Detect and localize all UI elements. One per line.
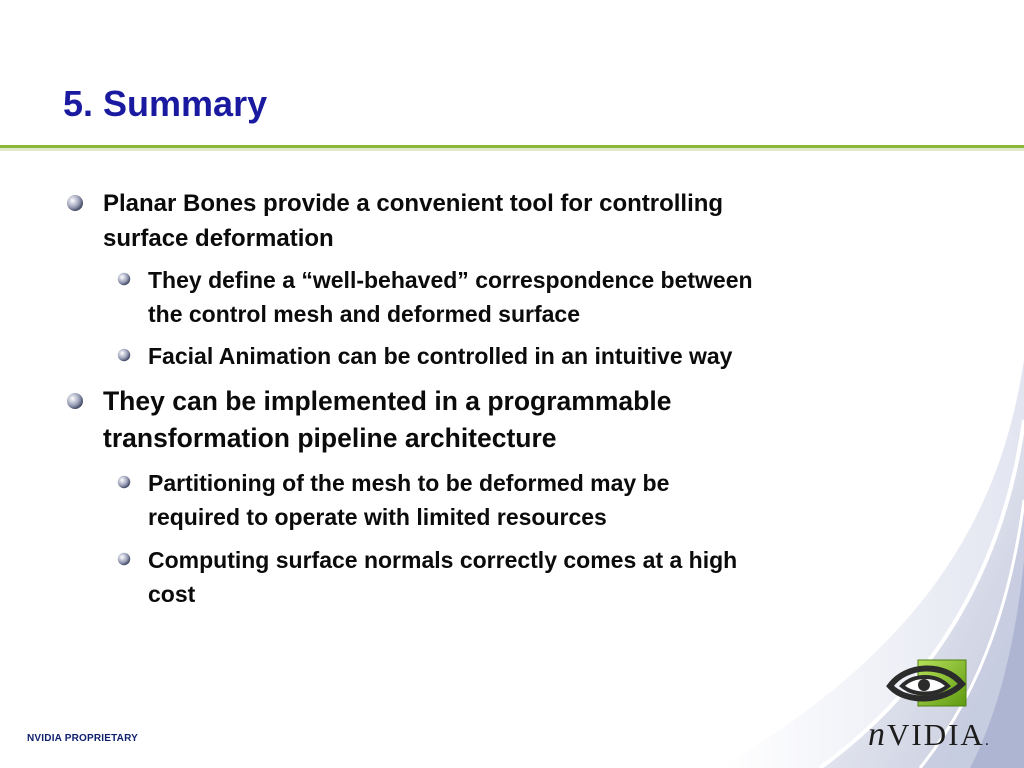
bullet-text-line2: the control mesh and deformed surface [148,301,580,327]
sphere-bullet-icon [117,475,131,489]
bullet-text-line2: transformation pipeline architecture [103,423,557,453]
wordmark-dot: . [984,732,991,749]
sphere-bullet-icon [66,392,84,410]
sphere-bullet-icon [66,194,84,212]
bullet-item [148,263,753,331]
bullet-item [148,339,732,373]
sphere-bullet-icon [117,552,131,566]
bullet-text-line2: required to operate with limited resources [148,504,607,530]
sphere-bullet-icon [117,272,131,286]
wordmark-n: n [868,716,887,753]
bullet-text-line2: cost [148,581,196,607]
sphere-bullet-icon [117,348,131,362]
bullet-item [103,186,723,256]
bullet-item [148,466,669,534]
bullet-text-line1: They define a “well-behaved” correspondence between [148,267,753,293]
bullet-text-line1: Planar Bones provide a convenient tool for controlling [103,190,724,217]
bullet-text-line1: Computing surface normals correctly comes at a high [148,547,738,573]
bullet-text-line1: Partitioning of the mesh to be deformed may be [148,470,670,496]
bullet-item [148,543,737,611]
wordmark-rest: VIDIA [887,717,985,752]
bullet-text-line2: surface deformation [103,225,334,252]
bullet-item [103,383,671,457]
bullet-text-line1: Facial Animation can be controlled in an intuitive way [148,343,733,369]
nvidia-wordmark [868,716,991,754]
bullet-text-line1: They can be implemented in a programmable [103,386,672,416]
slide-title: 5. Summary [63,83,268,124]
footer-proprietary-note: NVIDIA PROPRIETARY [27,733,139,744]
